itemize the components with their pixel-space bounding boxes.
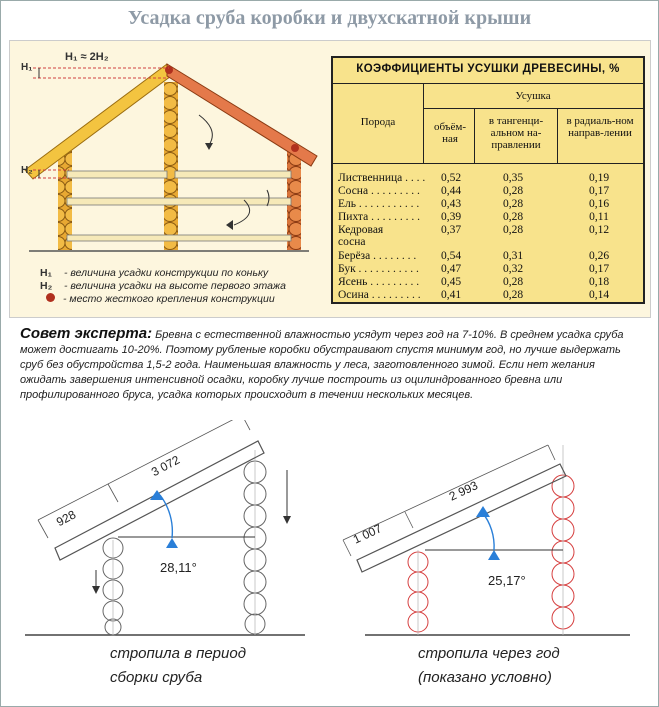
left-caption-line-1: стропила в период [110, 645, 246, 662]
settle-arrow-1 [199, 115, 212, 145]
table-row: Ель . . . . . . . . . . . 0,43 0,28 0,16 [338, 198, 610, 210]
left-caption-line-2: сборки сруба [110, 669, 203, 686]
legend-item-fixing [40, 293, 286, 306]
center-column-logs [164, 82, 178, 250]
legend-item-h2 [40, 280, 286, 293]
left-angle-label: 28,11° [160, 560, 197, 575]
right-caption [418, 642, 560, 690]
right-angle-label: 25,17° [488, 573, 526, 588]
legend-key: H₁ [40, 267, 52, 279]
page-title: Усадка сруба коробки и двухскатной крыши [127, 7, 532, 29]
legend-item-h1 [40, 267, 286, 280]
right-caption-line-1: стропила через год [418, 645, 560, 662]
left-angle-arrow-bottom [166, 538, 178, 548]
table-row: Ясень . . . . . . . . . 0,45 0,28 0,18 [338, 276, 610, 288]
header-species: Порода [360, 116, 396, 128]
ceiling-beam-right [175, 171, 291, 178]
h2-label: H₂ [21, 165, 33, 176]
legend-key: H₂ [40, 280, 53, 292]
expert-text: Бревна с естественной влажностью усядут через год на 7-10%. В среднем усадка сруба может достигать 10-20%. Поэтому рубленые коробки обустраивают спустя минимум год, но лучше выдержать сруб без обустройства 1,5-2 года. Наименьшая влажность у леса, заготовленного зимой. Если нет желания ожидать завершения интенсивной осадки, коробку лучше построить из оцилиндрованного бревна или профилированного бруса, усадка которых происходит в течении нескольких месяцев. [20, 329, 624, 401]
right-dim-long: 2 993 [446, 478, 481, 504]
right-caption-line-2: (показано условно) [418, 669, 552, 686]
left-down-arrow-1 [283, 516, 291, 524]
right-angle-arrow-top [476, 506, 490, 517]
header-shrinkage: Усушка [515, 90, 551, 102]
right-angle-arc [482, 512, 494, 550]
left-dim-long: 3 072 [148, 452, 183, 480]
legend-text: - место жесткого крепления конструкции [63, 293, 275, 305]
right-rafter-beam [357, 464, 566, 572]
table-row: Бук . . . . . . . . . . . 0,47 0,32 0,17 [338, 263, 610, 275]
header-tangential: в тангенци-альном на-правлении [488, 115, 544, 151]
left-dim-short: 928 [53, 507, 79, 530]
table-row: Берёза . . . . . . . . 0,54 0,31 0,26 [338, 250, 610, 262]
expert-label: Совет эксперта: [20, 325, 153, 342]
left-rafter-beam [55, 441, 264, 560]
lower-beam [67, 235, 291, 241]
fixing-point-ridge [165, 66, 173, 74]
legend-text: - величина усадки на высоте первого этажа [64, 280, 286, 292]
header-radial: в радиаль-ном направ-лении [566, 115, 634, 139]
floor-beam [67, 198, 291, 205]
legend [40, 267, 286, 306]
left-rafter [25, 64, 175, 179]
left-caption [110, 642, 246, 690]
right-dim-short: 1 007 [350, 521, 385, 547]
table-title: КОЭФФИЦИЕНТЫ УСУШКИ ДРЕВЕСИНЫ, % [356, 63, 620, 75]
expert-advice [20, 326, 640, 403]
table-row: Пихта . . . . . . . . . 0,39 0,28 0,11 [338, 211, 609, 223]
h-formula: H₁ ≈ 2H₂ [65, 51, 109, 63]
h1-label: H₁ [21, 62, 33, 73]
fixing-point-right [291, 144, 299, 152]
left-down-arrow-2 [92, 586, 100, 594]
legend-text: - величина усадки конструкции по коньку [64, 267, 269, 279]
table-row: Кедровая 0,37 0,28 0,12 [338, 224, 610, 236]
shrinkage-table [331, 56, 645, 304]
table-row: Осина . . . . . . . . . 0,41 0,28 0,14 [338, 289, 610, 301]
house-diagram [9, 40, 331, 270]
right-angle-arrow-bottom [488, 550, 500, 560]
table-row: Лиственница . . . . 0,52 0,35 0,19 [338, 172, 610, 184]
rafter-diagrams [0, 420, 659, 640]
table-row: Сосна . . . . . . . . . 0,44 0,28 0,17 [338, 185, 610, 197]
table-row: сосна [338, 236, 366, 248]
ceiling-beam-left [67, 171, 167, 178]
fixing-point-icon [46, 293, 55, 302]
header-volume: объём-ная [433, 121, 467, 145]
